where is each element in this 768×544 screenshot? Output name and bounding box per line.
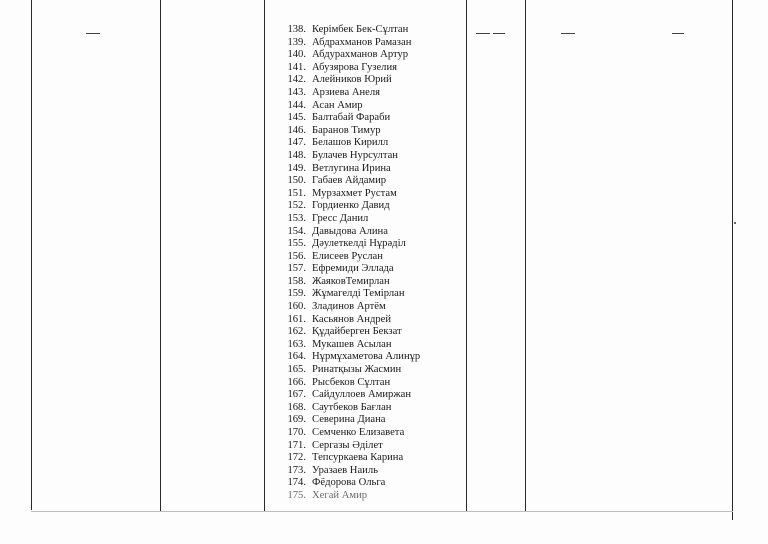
list-item <box>282 351 420 364</box>
student-name: Абдрахманов Рамазан <box>312 36 412 48</box>
list-item <box>282 49 420 62</box>
list-item <box>282 440 420 453</box>
list-item <box>282 37 420 50</box>
list-item <box>282 100 420 113</box>
list-item <box>282 314 420 327</box>
student-name: ЖаяковТемирлан <box>312 275 390 287</box>
list-item <box>282 226 420 239</box>
list-item <box>282 213 420 226</box>
row-number: 142. <box>287 74 306 86</box>
student-name: Мукашев Асылан <box>312 338 392 350</box>
row-number: 155. <box>287 238 306 250</box>
list-item <box>282 276 420 289</box>
student-name: Рысбеков Сұлтан <box>312 376 391 388</box>
student-name-list <box>282 24 420 503</box>
list-item <box>282 389 420 402</box>
student-name: Асан Амир <box>312 99 363 111</box>
cell-dash-col4a <box>476 33 490 34</box>
student-name: Абдурахманов Артур <box>312 49 409 61</box>
row-number: 162. <box>287 326 306 338</box>
list-item <box>282 188 420 201</box>
row-number: 141. <box>287 61 306 73</box>
row-number: 160. <box>287 301 306 313</box>
row-number: 150. <box>287 175 306 187</box>
student-name: Дәулеткелді Нұрәділ <box>312 238 406 250</box>
student-name: Габаев Айдамир <box>312 175 387 187</box>
list-item <box>282 465 420 478</box>
list-item <box>282 263 420 276</box>
table-border-left <box>31 0 32 510</box>
student-name: Баранов Тимур <box>312 124 381 136</box>
list-item <box>282 200 420 213</box>
student-name: Құдайберген Бекзат <box>312 326 402 338</box>
student-name: Уразаев Наиль <box>312 464 378 476</box>
list-item <box>282 452 420 465</box>
list-item <box>282 112 420 125</box>
list-item <box>282 377 420 390</box>
list-item <box>282 87 420 100</box>
list-item <box>282 163 420 176</box>
student-name: Белашов Кирилл <box>312 137 389 149</box>
student-name: Ефремиди Эллада <box>312 263 394 275</box>
student-name: Нұрмұхаметова Алинұр <box>312 351 421 363</box>
list-item <box>282 74 420 87</box>
list-item <box>282 288 420 301</box>
scan-speck <box>734 222 736 224</box>
row-number: 173. <box>287 464 306 476</box>
student-name: Ветлугина Ирина <box>312 162 391 174</box>
cell-dash-col1 <box>86 33 100 34</box>
row-number: 152. <box>287 200 306 212</box>
student-name: Мурзахмет Рустам <box>312 187 397 199</box>
student-name: Касьянов Андрей <box>312 313 392 325</box>
student-name: Балтабай Фараби <box>312 112 391 124</box>
row-number: 145. <box>287 112 306 124</box>
student-name: Семченко Елизавета <box>312 427 405 438</box>
cell-dash-col4b <box>493 33 505 34</box>
row-number: 149. <box>287 162 306 174</box>
row-number: 147. <box>287 137 306 149</box>
row-number: 165. <box>287 364 306 376</box>
list-item <box>282 364 420 377</box>
student-name: Хегай Амир <box>312 489 368 501</box>
table-border-col5 <box>525 0 526 512</box>
row-number: 154. <box>287 225 306 237</box>
table-border-right <box>732 0 733 520</box>
student-name: Зладинов Артём <box>312 301 386 313</box>
list-item <box>282 490 420 503</box>
row-number: 161. <box>287 313 306 325</box>
row-number: 172. <box>287 452 306 464</box>
row-number: 144. <box>287 99 306 111</box>
student-name: Гордиенко Давид <box>312 200 390 212</box>
row-number: 175. <box>287 489 306 501</box>
row-number: 156. <box>287 250 306 262</box>
list-item <box>282 339 420 352</box>
row-number: 169. <box>287 414 306 426</box>
student-name: Саутбеков Бағлан <box>312 401 392 413</box>
row-number: 166. <box>287 376 306 388</box>
row-number: 143. <box>287 86 306 98</box>
row-number: 163. <box>287 338 306 350</box>
table-border-col3 <box>264 0 265 512</box>
list-item <box>282 477 420 490</box>
student-name: Северина Диана <box>312 414 386 426</box>
row-number: 148. <box>287 149 306 161</box>
student-name: Арзиева Анеля <box>312 86 381 98</box>
row-number: 151. <box>287 187 306 199</box>
student-name: Давыдова Алина <box>312 225 388 237</box>
list-item <box>282 24 420 37</box>
row-number: 167. <box>287 389 306 401</box>
list-item <box>282 414 420 427</box>
table-border-bottom <box>31 511 733 512</box>
list-item <box>282 137 420 150</box>
student-name: Сергазы Әділет <box>312 439 383 451</box>
row-number: 168. <box>287 401 306 413</box>
row-number: 140. <box>287 49 306 61</box>
row-number: 146. <box>287 124 306 136</box>
student-name: Гресс Данил <box>312 212 369 224</box>
list-item <box>282 251 420 264</box>
list-item <box>282 62 420 75</box>
row-number: 138. <box>287 24 306 35</box>
table-border-col4 <box>466 0 467 512</box>
row-number: 158. <box>287 275 306 287</box>
row-number: 157. <box>287 263 306 275</box>
student-name: Тепсуркаева Карина <box>312 452 404 464</box>
list-item <box>282 301 420 314</box>
student-name: Керімбек Бек-Сұлтан <box>312 24 409 35</box>
student-name: Сайдуллоев Амиржан <box>312 389 412 401</box>
cell-dash-col5b <box>672 33 684 34</box>
student-name: Жұмагелді Темірлан <box>312 288 405 300</box>
student-name: Алейников Юрий <box>312 74 392 86</box>
table-border-col2 <box>160 0 161 512</box>
row-number: 171. <box>287 439 306 451</box>
student-name: Елисеев Руслан <box>312 250 383 262</box>
row-number: 153. <box>287 212 306 224</box>
list-item <box>282 150 420 163</box>
row-number: 139. <box>287 36 306 48</box>
list-item <box>282 427 420 440</box>
list-item <box>282 326 420 339</box>
list-item <box>282 125 420 138</box>
row-number: 170. <box>287 427 306 438</box>
row-number: 159. <box>287 288 306 300</box>
student-name: Булачев Нурсултан <box>312 149 398 161</box>
list-item <box>282 238 420 251</box>
student-name: Абузярова Гузелия <box>312 61 397 73</box>
list-item <box>282 402 420 415</box>
row-number: 164. <box>287 351 306 363</box>
student-name: Ринатқызы Жасмин <box>312 364 402 376</box>
cell-dash-col5a <box>561 33 575 34</box>
row-number: 174. <box>287 477 306 489</box>
list-item <box>282 175 420 188</box>
student-name: Фёдорова Ольга <box>312 477 386 489</box>
